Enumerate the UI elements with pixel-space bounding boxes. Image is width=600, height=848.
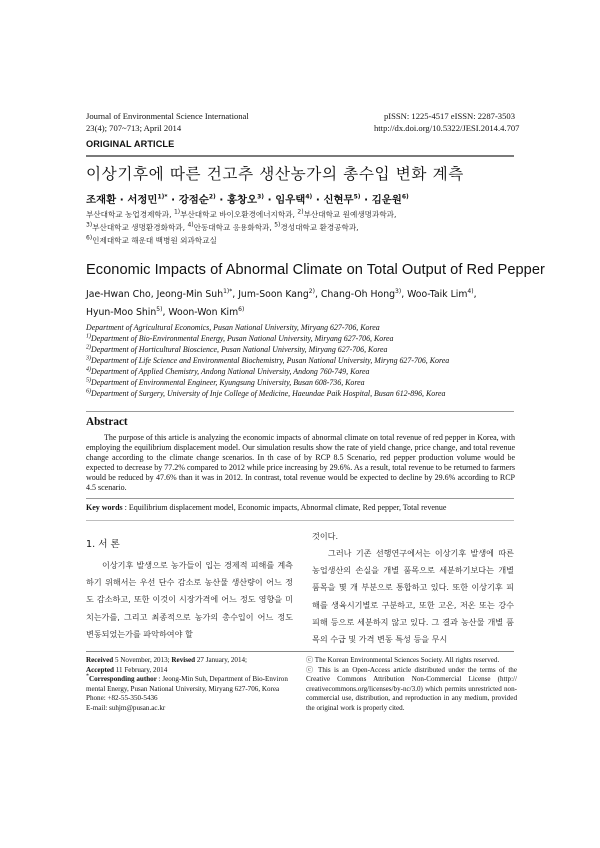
accepted-date: Accepted 11 February, 2014 [86, 665, 168, 674]
received-dates: Received 5 November, 2013; Revised 27 January, 2014; [86, 656, 248, 664]
abstract-text: The purpose of this article is analyzing the economic impacts of abnormal climate on total revenue of red pepper in Korea, with employing the equilibrium displacement model. Our simulation results show the rate of yield change, price change, and total revenue change according to the climate change scenarios. In th case of by RCP 8.5 Scenario, red pepper production volume would be expected to decrease by 77.2% compared to 2012 while price increasing by 29.6%. As a result, total revenue to be returned to farmers would be reduced by 47.6% than it was in 2012. In contrast, total revenue would be expected to decline by 29.6% according to RCP 4.5 scenario. [86, 433, 515, 493]
affiliation-line: $^{6)}$Department of Surgery, University of Inje College of Medicine, Haeundae Paik Hospital, Busan 612-896, Korea [86, 388, 446, 398]
author-name: 김운원 [371, 194, 402, 206]
keywords-divider [86, 498, 514, 499]
author-name: 조재환 [86, 194, 117, 206]
corresponding-author: *Corresponding author : Jeong-Min Suh, Department of Bio-Environ mental Energy, Pusan National University, Miryang 627-706, Korea [86, 673, 288, 693]
body-divider [86, 520, 514, 521]
korean-title: 이상기후에 따른 건고추 생산농가의 총수입 변화 계측 [86, 165, 464, 183]
body-right-continuation: 것이다. [312, 531, 339, 541]
author-name: Woon-Won Kim [168, 306, 239, 318]
author-name: Woo-Taik Lim [407, 289, 468, 300]
affiliation-line: Department of Agricultural Economics, Pusan National University, Miryang 627-706, Korea [86, 323, 380, 332]
korean-affiliations [86, 208, 516, 247]
email-link[interactable]: E-mail: suhjm@pusan.ac.kr [86, 703, 166, 712]
body-right-column: 그러나 기존 선행연구에서는 이상기후 발생에 따른 농업생산의 손실을 개별 품목으로 세분하기보다는 개별 품목을 몇 개 부분으로 통합하고 있다. 또한 이상기후 피해를 생육시기별로 구분하고, 또한 고온, 저온 또는 강수 피해 등으로 세분하지 않고 있다. 그 결과 농산물 개별 품목의 수급 및 가격 변동 특성 등을 무시 [312, 548, 514, 645]
author-name: Jeong-Min Suh [156, 289, 224, 300]
phone: Phone: +82-55-350-5436 [86, 694, 158, 703]
author-name: Chang-Oh Hong [320, 289, 396, 300]
license-notice: ⓒ This is an Open-Access article distributed under the terms of the Creative Commons Attribution Non-Commercial License (http:// creativecommons.org/licenses/by-nc/3.0) which permits unrestricted non-commercial use, distribution, and reproduction in any medium, provided the original work is properly cited. [306, 665, 517, 712]
keywords-text: : Equilibrium displacement model, Economic impacts, Abnormal climate, Red pepper, Total revenue [122, 503, 447, 512]
affiliation-line: $^{6)}$인제대학교 해운대 백병원 외과학교실 [86, 234, 217, 245]
section-heading: 1. 서 론 [86, 539, 120, 550]
body-left-column: 이상기후 발생으로 농가들이 입는 경제적 피해를 계측하기 위해서는 우선 단수 감소로 농산물 생산량이 어느 정도 감소하고, 또한 이것이 시장가격에 어느 정도 영향을 미치는가를, 그리고 최종적으로 농가의 총수입이 어느 정도 변동되었는가를 파악하여야 할 [86, 560, 293, 639]
article-type: ORIGINAL ARTICLE [86, 139, 175, 149]
author-name: Hyun-Moo Shin [86, 306, 157, 318]
journal-doi[interactable]: http://dx.doi.org/10.5322/JESI.2014.4.707 [374, 122, 520, 133]
author-name: 서정민 [127, 194, 158, 206]
keywords [86, 503, 516, 512]
footer-right [306, 656, 517, 714]
english-authors: Jae-Hwan Cho, Jeong-Min Suh$^{1)*}$, Jum-Soon Kang$^{2)}$, Chang-Oh Hong$^{3)}$, Woo-Taik Lim$^{4)}$, Hyun-Moo Shin$^{5)}$, Woon-Won Kim$^{6)}$ [86, 287, 477, 318]
journal-header-left [86, 111, 249, 134]
author-name: 신현무 [323, 194, 354, 206]
keywords-label: Key words [86, 503, 123, 512]
abstract-heading: Abstract [86, 416, 128, 428]
header-divider [86, 155, 514, 157]
affiliation-line: 부산대학교 농업경제학과, $^{1)}$부산대학교 바이오환경에너지학과, $^{2)}$부산대학교 원예생명과학과, [86, 208, 397, 219]
affiliation-line: $^{2)}$Department of Horticultural Bioscience, Pusan National University, Miryang 627-706, Korea [86, 344, 388, 354]
affiliation-line: $^{5)}$Department of Environmental Engineer, Kyungsung University, Busan 608-736, Korea [86, 377, 365, 387]
english-title: Economic Impacts of Abnormal Climate on Total Output of Red Pepper [86, 262, 545, 278]
english-affiliations [86, 322, 526, 399]
journal-name: Journal of Environmental Science International [86, 111, 249, 121]
journal-volume: 23(4); 707~713; April 2014 [86, 122, 182, 133]
author-name: 강점순 [178, 194, 209, 206]
author-name: 임우택 [275, 194, 306, 206]
footer-left [86, 656, 294, 714]
korean-authors: 조재환 · 서정민$^{1)*}$ · 강점순$^{2)}$ · 홍창오$^{3)}$ · 임우택$^{4)}$ · 신현무$^{5)}$ · 김운원$^{6)}$ [86, 193, 409, 206]
author-name: Jum-Soon Kang [238, 289, 309, 300]
affiliation-line: $^{3)}$Department of Life Science and Environmental Biochemistry, Pusan National University, Miryng 627-706, Korea [86, 355, 450, 365]
affiliation-line: $^{3)}$부산대학교 생명환경화학과, $^{4)}$안동대학교 응용화학과, $^{5)}$경성대학교 환경공학과, [86, 221, 359, 232]
affiliation-line: $^{4)}$Department of Applied Chemistry, Andong National University, Andong 760-749, Korea [86, 366, 370, 376]
footer-divider [86, 651, 514, 652]
copyright-notice: ⓒ The Korean Environmental Sciences Society. All rights reserved. [306, 656, 500, 664]
author-name: Jae-Hwan Cho [86, 289, 151, 300]
journal-issn: pISSN: 1225-4517 eISSN: 2287-3503 [383, 111, 515, 121]
author-name: 홍창오 [226, 194, 258, 206]
affiliation-line: $^{1)}$Department of Bio-Environmental Energy, Pusan National University, Miryang 627-706, Korea [86, 333, 394, 343]
journal-header-right [374, 111, 520, 134]
abstract-divider [86, 411, 514, 412]
